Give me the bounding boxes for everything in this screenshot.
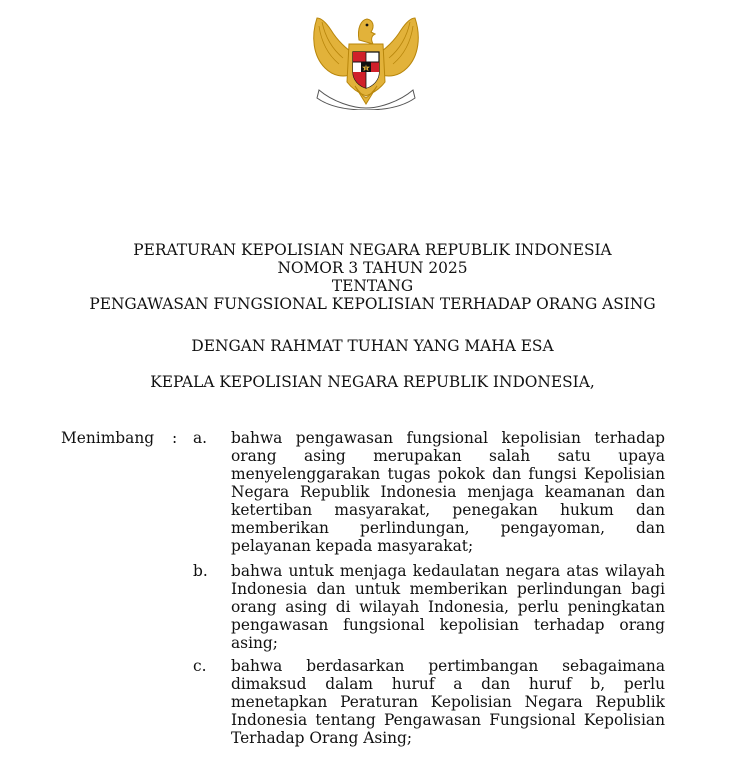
garuda-emblem-graphic <box>309 10 423 110</box>
title-line-1: PERATURAN KEPOLISIAN NEGARA REPUBLIK INDONESIA <box>133 241 612 259</box>
garuda-pancasila-emblem <box>309 10 423 110</box>
invocation-text: DENGAN RAHMAT TUHAN YANG MAHA ESA <box>191 337 554 355</box>
invocation <box>0 337 745 355</box>
considerations-label: Menimbang <box>61 429 155 447</box>
item-letter: c. <box>193 657 207 675</box>
issuer-text: KEPALA KEPOLISIAN NEGARA REPUBLIK INDONESIA, <box>150 373 595 391</box>
item-text: bahwa pengawasan fungsional kepolisian terhadap orang asing merupakan salah satu upaya menyelenggarakan tugas pokok dan fungsi Kepolisian Negara Republik Indonesia menjaga keamanan dan ketertiban masyarakat, penegakan hukum dan memberikan perlindungan, pengayoman, dan pelayanan kepada masyarakat; <box>231 429 665 555</box>
item-text: bahwa untuk menjaga kedaulatan negara atas wilayah Indonesia dan untuk memberikan perlindungan bagi orang asing di wilayah Indonesia, perlu peningkatan pengawasan fungsional kepolisian terhadap orang asing; <box>231 562 665 652</box>
issuer <box>0 373 745 391</box>
title-line-3: TENTANG <box>331 277 414 295</box>
item-text: bahwa berdasarkan pertimbangan sebagaimana dimaksud dalam huruf a dan huruf b, perlu menetapkan Peraturan Kepolisian Negara Republik Indonesia tentang Pengawasan Fungsional Kepolisian Terhadap Orang Asing; <box>231 657 665 747</box>
title-line-4: PENGAWASAN FUNGSIONAL KEPOLISIAN TERHADAP ORANG ASING <box>89 295 656 313</box>
considerations-colon: : <box>172 429 178 447</box>
regulation-title <box>0 241 745 313</box>
title-line-2: NOMOR 3 TAHUN 2025 <box>277 259 468 277</box>
item-letter: b. <box>193 562 208 580</box>
item-letter: a. <box>193 429 208 447</box>
